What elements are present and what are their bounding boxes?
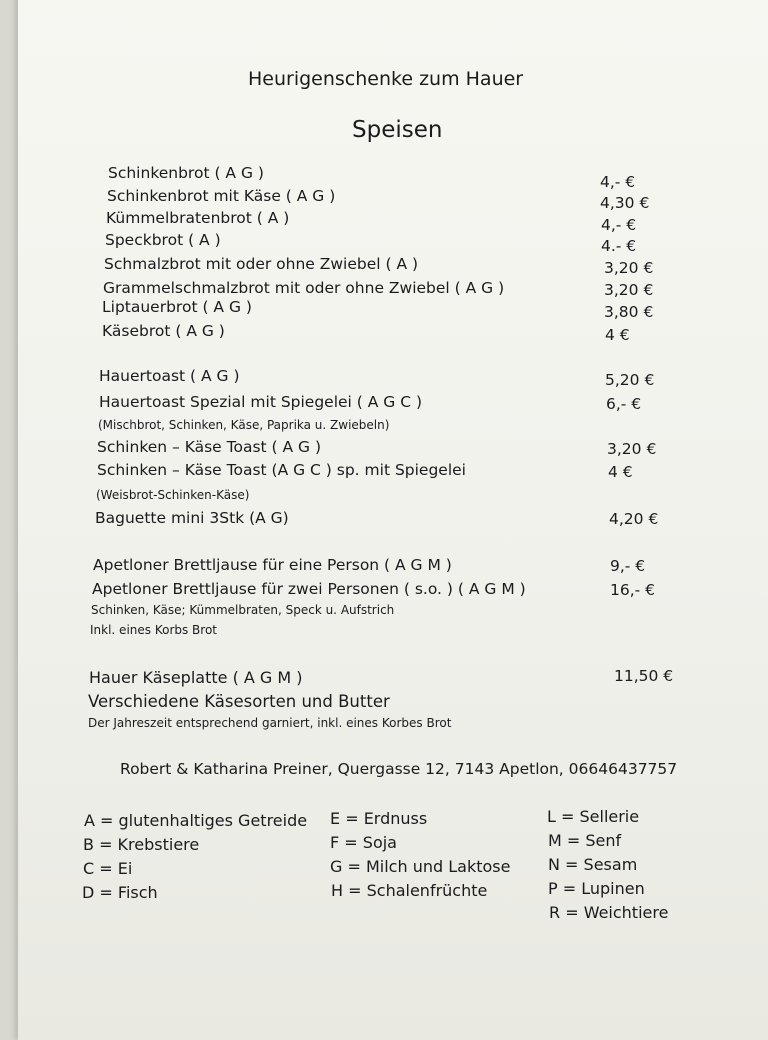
menu-item-price: 3,20 € <box>607 440 657 458</box>
menu-item-price: 5,20 € <box>605 371 655 389</box>
menu-item-name: Kümmelbratenbrot ( A ) <box>106 209 290 227</box>
menu-item-note: (Mischbrot, Schinken, Käse, Paprika u. Zwiebeln) <box>98 418 390 432</box>
allergen-code: B = Krebstiere <box>83 835 200 854</box>
allergen-code: M = Senf <box>548 831 622 850</box>
allergen-code: P = Lupinen <box>548 879 645 898</box>
allergen-code: N = Sesam <box>548 855 638 874</box>
allergen-code: H = Schalenfrüchte <box>331 881 488 900</box>
menu-item-price: 4 € <box>608 463 633 481</box>
menu-item-price: 16,- € <box>610 581 656 599</box>
allergen-code: F = Soja <box>330 833 397 852</box>
menu-item-name: Schinkenbrot mit Käse ( A G ) <box>107 187 336 205</box>
menu-item-name: Apetloner Brettljause für zwei Personen ( s.o. ) ( A G M ) <box>92 580 526 598</box>
menu-item-name: Apetloner Brettljause für eine Person ( A G M ) <box>93 556 452 574</box>
menu-item-price: 6,- € <box>606 395 642 413</box>
menu-item-price: 11,50 € <box>614 667 674 685</box>
menu-item-name: Hauertoast Spezial mit Spiegelei ( A G C ) <box>99 393 423 411</box>
menu-item-price: 9,- € <box>610 557 646 575</box>
menu-item-price: 4,- € <box>601 216 637 234</box>
menu-item-name: Schinkenbrot ( A G ) <box>108 164 264 182</box>
allergen-code: R = Weichtiere <box>549 903 669 922</box>
menu-item-name: Schmalzbrot mit oder ohne Zwiebel ( A ) <box>104 255 419 273</box>
menu-item-price: 4,- € <box>600 173 636 191</box>
restaurant-name: Heurigenschenke zum Hauer <box>248 68 524 90</box>
menu-item-name: Hauer Käseplatte ( A G M ) <box>89 668 303 687</box>
menu-item-name: Grammelschmalzbrot mit oder ohne Zwiebel ( A G ) <box>103 279 505 297</box>
menu-item-note: Inkl. eines Korbs Brot <box>90 623 218 637</box>
menu-item-price: 3,20 € <box>604 259 654 277</box>
menu-item-name: Liptauerbrot ( A G ) <box>102 298 252 316</box>
menu-item-name: Käsebrot ( A G ) <box>102 322 225 340</box>
menu-item-price: 3,20 € <box>604 281 654 299</box>
allergen-code: A = glutenhaltiges Getreide <box>84 811 308 830</box>
menu-item-price: 3,80 € <box>604 303 654 321</box>
menu-item-name: Schinken – Käse Toast ( A G ) <box>97 438 322 456</box>
allergen-code: G = Milch und Laktose <box>330 857 511 876</box>
menu-item-name: Baguette mini 3Stk (A G) <box>95 509 289 527</box>
menu-item-price: 4,30 € <box>600 194 650 212</box>
allergen-code: E = Erdnuss <box>330 809 428 828</box>
menu-item-name: Speckbrot ( A ) <box>105 231 221 249</box>
menu-item-description: Verschiedene Käsesorten und Butter <box>88 692 390 711</box>
menu-heading: Speisen <box>352 117 443 143</box>
menu-item-note: Schinken, Käse; Kümmelbraten, Speck u. Aufstrich <box>91 603 395 617</box>
menu-item-price: 4.- € <box>601 237 637 255</box>
allergen-code: D = Fisch <box>82 883 158 902</box>
menu-item-note: Der Jahreszeit entsprechend garniert, inkl. eines Korbes Brot <box>88 716 452 730</box>
menu-item-price: 4,20 € <box>609 510 659 528</box>
menu-item-name: Hauertoast ( A G ) <box>99 367 240 385</box>
allergen-code: L = Sellerie <box>547 807 640 826</box>
allergen-code: C = Ei <box>83 859 133 878</box>
menu-item-name: Schinken – Käse Toast (A G C ) sp. mit Spiegelei <box>97 461 466 479</box>
contact-address: Robert & Katharina Preiner, Quergasse 12, 7143 Apetlon, 06646437757 <box>120 760 678 778</box>
menu-item-note: (Weisbrot-Schinken-Käse) <box>96 488 250 502</box>
menu-item-price: 4 € <box>605 326 630 344</box>
